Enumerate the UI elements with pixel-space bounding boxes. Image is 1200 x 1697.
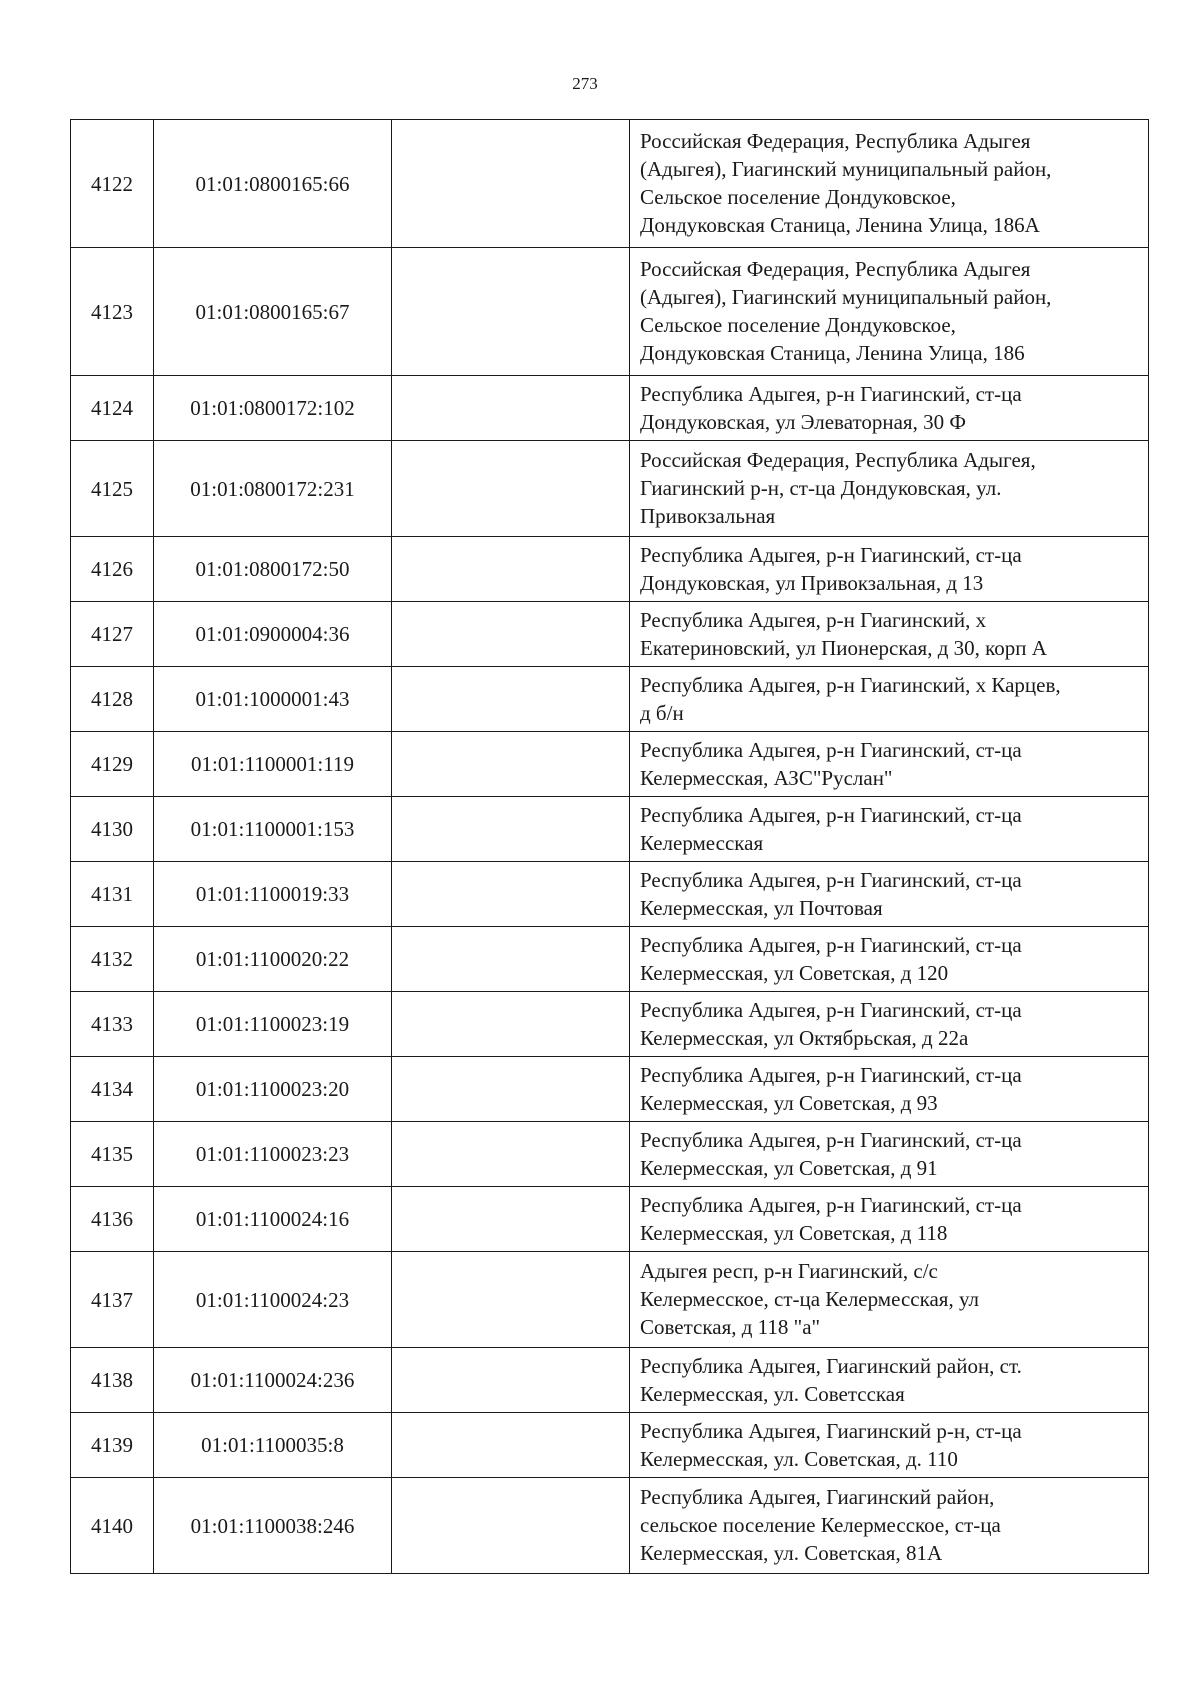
- row-number: 4139: [71, 1413, 154, 1478]
- row-number: 4124: [71, 376, 154, 441]
- cadastral-number: 01:01:1100023:20: [154, 1057, 392, 1122]
- table-row: [71, 992, 1149, 1057]
- row-number: 4126: [71, 537, 154, 602]
- empty-cell: [392, 376, 630, 441]
- empty-cell: [392, 248, 630, 376]
- address-cell: Республика Адыгея, р-н Гиагинский, х Екатериновский, ул Пионерская, д 30, корп А: [630, 602, 1149, 667]
- empty-cell: [392, 667, 630, 732]
- address-cell: Республика Адыгея, р-н Гиагинский, ст-ца Келермесская, ул Советская, д 93: [630, 1057, 1149, 1122]
- cadastral-number: 01:01:1100024:16: [154, 1187, 392, 1252]
- address-cell: Республика Адыгея, р-н Гиагинский, ст-ца Келермесская, ул Советская, д 120: [630, 927, 1149, 992]
- row-number: 4130: [71, 797, 154, 862]
- empty-cell: [392, 992, 630, 1057]
- row-number: 4125: [71, 441, 154, 537]
- cadastral-number: 01:01:1100019:33: [154, 862, 392, 927]
- cadastral-number: 01:01:1100024:236: [154, 1348, 392, 1413]
- row-number: 4129: [71, 732, 154, 797]
- address-cell: Республика Адыгея, р-н Гиагинский, ст-ца Дондуковская, ул Элеваторная, 30 Ф: [630, 376, 1149, 441]
- empty-cell: [392, 732, 630, 797]
- cadastral-number: 01:01:1000001:43: [154, 667, 392, 732]
- row-number: 4134: [71, 1057, 154, 1122]
- cadastral-number: 01:01:1100001:119: [154, 732, 392, 797]
- registry-table: [70, 119, 1149, 1574]
- table-row: [71, 1348, 1149, 1413]
- registry-table-body: [71, 120, 1149, 1574]
- address-cell: Республика Адыгея, р-н Гиагинский, ст-ца Келермесская, АЗС"Руслан": [630, 732, 1149, 797]
- row-number: 4137: [71, 1252, 154, 1348]
- empty-cell: [392, 537, 630, 602]
- empty-cell: [392, 927, 630, 992]
- table-row: [71, 732, 1149, 797]
- cadastral-number: 01:01:0800172:102: [154, 376, 392, 441]
- empty-cell: [392, 862, 630, 927]
- empty-cell: [392, 1348, 630, 1413]
- row-number: 4135: [71, 1122, 154, 1187]
- empty-cell: [392, 1478, 630, 1574]
- row-number: 4136: [71, 1187, 154, 1252]
- cadastral-number: 01:01:1100024:23: [154, 1252, 392, 1348]
- table-row: [71, 862, 1149, 927]
- empty-cell: [392, 797, 630, 862]
- table-row: [71, 1122, 1149, 1187]
- table-row: [71, 602, 1149, 667]
- empty-cell: [392, 1252, 630, 1348]
- empty-cell: [392, 120, 630, 248]
- address-cell: Республика Адыгея, Гиагинский район, сельское поселение Келермесское, ст-ца Келермесская, ул. Советская, 81А: [630, 1478, 1149, 1574]
- cadastral-number: 01:01:0800172:231: [154, 441, 392, 537]
- address-cell: Республика Адыгея, р-н Гиагинский, ст-ца Келермесская, ул Советская, д 91: [630, 1122, 1149, 1187]
- row-number: 4140: [71, 1478, 154, 1574]
- cadastral-number: 01:01:1100001:153: [154, 797, 392, 862]
- empty-cell: [392, 602, 630, 667]
- address-cell: Российская Федерация, Республика Адыгея (Адыгея), Гиагинский муниципальный район, Сельское поселение Дондуковское, Дондуковская Станица, Ленина Улица, 186: [630, 248, 1149, 376]
- cadastral-number: 01:01:1100023:19: [154, 992, 392, 1057]
- page-number: 273: [572, 74, 598, 93]
- address-cell: Республика Адыгея, р-н Гиагинский, ст-ца Келермесская, ул Октябрьская, д 22а: [630, 992, 1149, 1057]
- cadastral-number: 01:01:0800172:50: [154, 537, 392, 602]
- cadastral-number: 01:01:1100020:22: [154, 927, 392, 992]
- address-cell: Республика Адыгея, р-н Гиагинский, ст-ца Дондуковская, ул Привокзальная, д 13: [630, 537, 1149, 602]
- table-row: [71, 537, 1149, 602]
- address-cell: Республика Адыгея, р-н Гиагинский, ст-ца Келермесская, ул Советская, д 118: [630, 1187, 1149, 1252]
- table-row: [71, 927, 1149, 992]
- address-cell: Республика Адыгея, р-н Гиагинский, ст-ца Келермесская: [630, 797, 1149, 862]
- address-cell: Республика Адыгея, Гиагинский р-н, ст-ца Келермесская, ул. Советская, д. 110: [630, 1413, 1149, 1478]
- address-cell: Российская Федерация, Республика Адыгея (Адыгея), Гиагинский муниципальный район, Сельское поселение Дондуковское, Дондуковская Станица, Ленина Улица, 186А: [630, 120, 1149, 248]
- empty-cell: [392, 1187, 630, 1252]
- address-cell: Республика Адыгея, р-н Гиагинский, ст-ца Келермесская, ул Почтовая: [630, 862, 1149, 927]
- table-row: [71, 1057, 1149, 1122]
- table-row: [71, 1413, 1149, 1478]
- row-number: 4128: [71, 667, 154, 732]
- address-cell: Республика Адыгея, Гиагинский район, ст. Келермесская, ул. Советсская: [630, 1348, 1149, 1413]
- table-row: [71, 667, 1149, 732]
- table-row: [71, 1187, 1149, 1252]
- empty-cell: [392, 1413, 630, 1478]
- address-cell: Российская Федерация, Республика Адыгея, Гиагинский р-н, ст-ца Дондуковская, ул. Привокзальная: [630, 441, 1149, 537]
- row-number: 4138: [71, 1348, 154, 1413]
- row-number: 4131: [71, 862, 154, 927]
- table-row: [71, 441, 1149, 537]
- address-cell: Адыгея респ, р-н Гиагинский, с/с Келермесское, ст-ца Келермесская, ул Советская, д 118 "а": [630, 1252, 1149, 1348]
- cadastral-number: 01:01:0800165:66: [154, 120, 392, 248]
- empty-cell: [392, 1057, 630, 1122]
- cadastral-number: 01:01:1100023:23: [154, 1122, 392, 1187]
- empty-cell: [392, 1122, 630, 1187]
- table-row: [71, 120, 1149, 248]
- empty-cell: [392, 441, 630, 537]
- row-number: 4133: [71, 992, 154, 1057]
- row-number: 4127: [71, 602, 154, 667]
- cadastral-number: 01:01:1100038:246: [154, 1478, 392, 1574]
- row-number: 4122: [71, 120, 154, 248]
- cadastral-number: 01:01:1100035:8: [154, 1413, 392, 1478]
- table-row: [71, 248, 1149, 376]
- table-row: [71, 1478, 1149, 1574]
- cadastral-number: 01:01:0800165:67: [154, 248, 392, 376]
- row-number: 4132: [71, 927, 154, 992]
- table-row: [71, 1252, 1149, 1348]
- address-cell: Республика Адыгея, р-н Гиагинский, х Карцев, д б/н: [630, 667, 1149, 732]
- cadastral-number: 01:01:0900004:36: [154, 602, 392, 667]
- table-row: [71, 797, 1149, 862]
- row-number: 4123: [71, 248, 154, 376]
- table-row: [71, 376, 1149, 441]
